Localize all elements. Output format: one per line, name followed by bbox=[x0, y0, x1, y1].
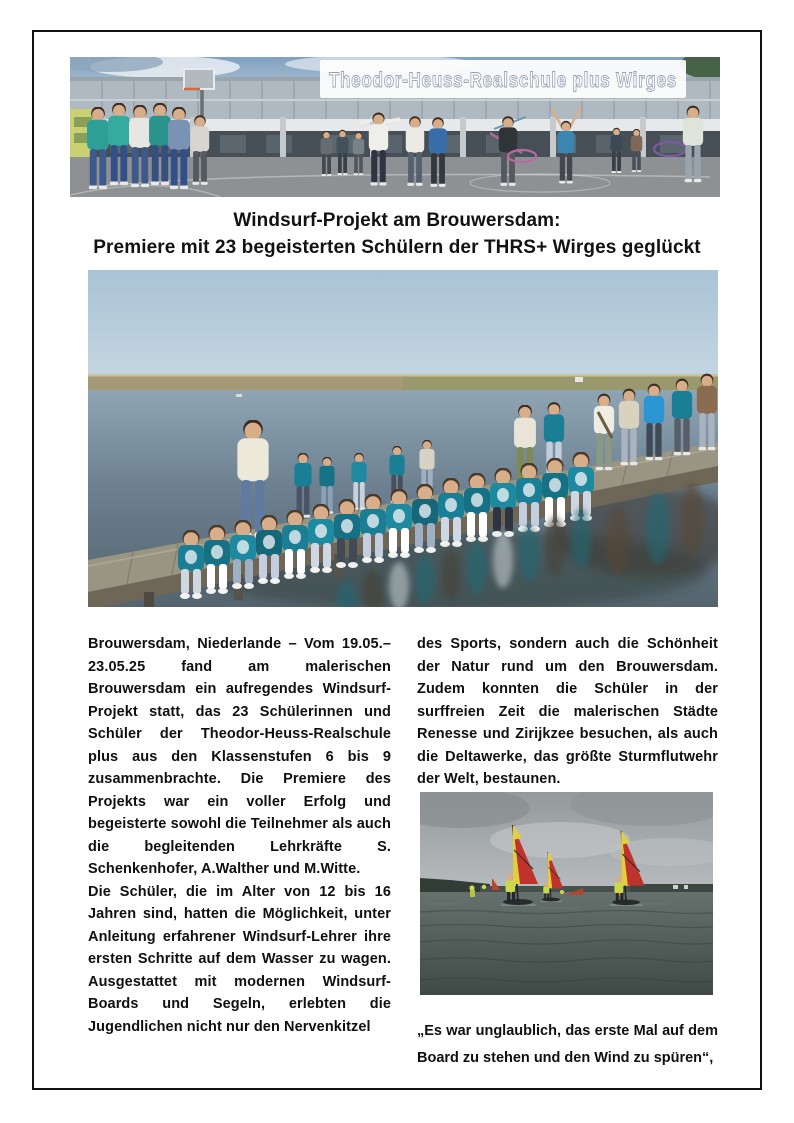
windsurfers-photo bbox=[420, 792, 713, 995]
paragraph-1-lead: Brouwersdam, Niederlande bbox=[88, 636, 282, 652]
school-name-banner bbox=[320, 60, 686, 98]
quote-paragraph: „Es war unglaublich, das erste Mal auf dem Board zu stehen und den Wind zu spüren“, bbox=[417, 1022, 718, 1066]
dark-water bbox=[420, 892, 713, 995]
article-title-line2: Premiere mit 23 begeisterten Schülern der THRS+ Wirges geglückt bbox=[93, 237, 701, 258]
article-title-line1: Windsurf-Projekt am Brouwersdam: bbox=[233, 210, 561, 231]
paragraph-1 bbox=[88, 633, 391, 881]
school-name-text: Theodor-Heuss-Realschule plus Wirges bbox=[329, 69, 677, 92]
paragraph-2: Die Schüler, die im Alter von 12 bis 16 Jahren sind, hatten die Möglichkeit, unter Anleitung erfahrener Windsurf-Lehrer ihre ersten Schritte auf dem Wasser zu wagen. Ausgestattet mit modernen Windsurf-Boards und Segeln, erlebten die Jugendlichen nicht nur den Nervenkitzel bbox=[88, 883, 391, 1035]
header-school-photo bbox=[70, 57, 720, 197]
article-column-right bbox=[417, 633, 718, 791]
paragraph-1-body: – Vom 19.05.–23.05.25 fand am malerischen Brouwersdam ein aufregendes Windsurf-Projekt statt, das 23 Schülerinnen und Schüler der Theodor-Heuss-Realschule plus aus den Klassenstufen 6 bis 9 zusammenbrachte. Die Premiere des Projekts war ein voller Erfolg und begeisterte sowohl die Teilnehmer als auch die begleitenden Lehrkräfte S. Schenkenhofer, A.Walther und M.Witte. bbox=[88, 636, 391, 877]
paragraph-3: des Sports, sondern auch die Schönheit der Natur rund um den Brouwersdam. Zudem konnten die Schüler in der surffreien Zeit die malerischen Städte Renesse und Zirijkzee besuchen, als auch die Deltawerke, das größte Sturmflutwehr der Welt, bestaunen. bbox=[417, 636, 718, 787]
article-column-left bbox=[88, 633, 391, 1038]
horizon-land bbox=[88, 374, 718, 392]
cloudy-sky bbox=[420, 792, 713, 892]
article-title bbox=[32, 207, 762, 261]
lake-sky bbox=[88, 270, 718, 392]
group-photo-dock bbox=[88, 270, 718, 607]
